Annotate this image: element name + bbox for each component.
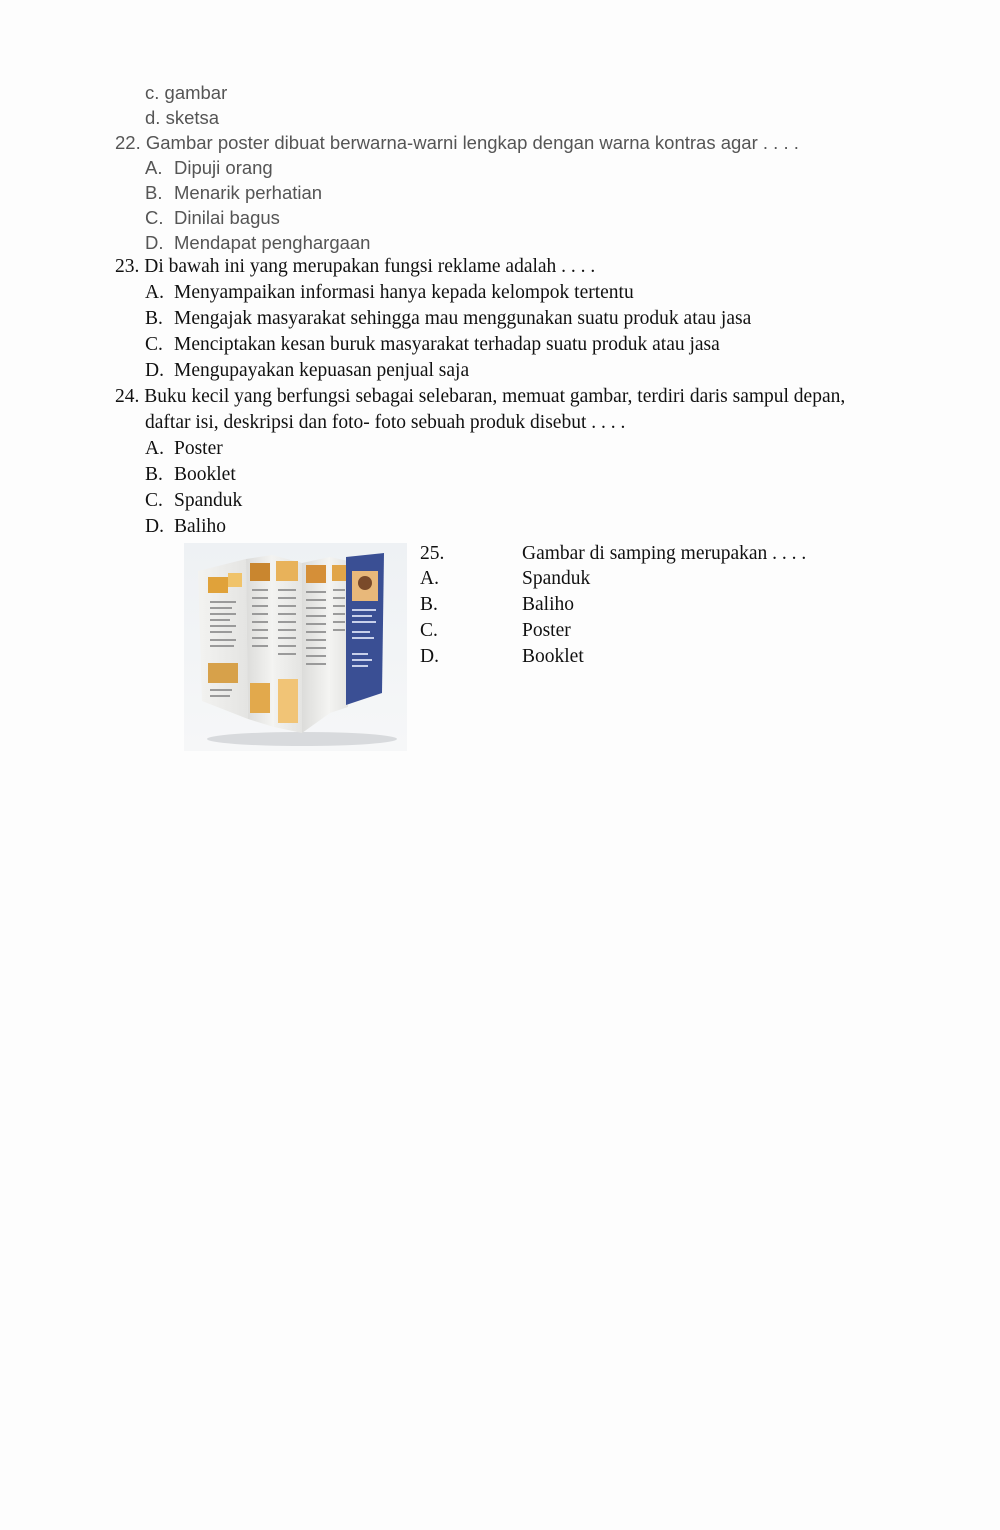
q24-question — [115, 386, 845, 408]
booklet-photo — [184, 543, 407, 751]
q22-question — [115, 132, 799, 154]
q25-option-d-text: Booklet — [522, 646, 584, 667]
q23-question — [115, 256, 595, 278]
q22-text: Gambar poster dibuat berwarna-warni lengkap dengan warna kontras agar . . . . — [145, 132, 799, 153]
q24-text-line2: daftar isi, deskripsi dan foto- foto sebuah produk disebut . . . . — [145, 412, 626, 433]
q22-number: 22. — [115, 132, 141, 153]
q24-option-d: D. Baliho — [145, 516, 226, 537]
q23-option-c: C. Menciptakan kesan buruk masyarakat terhadap suatu produk atau jasa — [145, 334, 720, 355]
q22-option-d: D. Mendapat penghargaan — [145, 232, 371, 253]
q25-number: 25. — [420, 543, 445, 564]
q21-option-c: c. gambar — [145, 82, 228, 103]
q23-option-d: D. Mengupayakan kepuasan penjual saja — [145, 360, 470, 381]
q22-option-b: B. Menarik perhatian — [145, 182, 323, 203]
q25-option-a-text: Spanduk — [522, 568, 591, 589]
q25-text: Gambar di samping merupakan . . . . — [522, 543, 807, 564]
q24-number: 24. — [115, 386, 140, 407]
q25-option-c-text: Poster — [522, 620, 571, 641]
q25-option-a-label: A. — [420, 568, 439, 589]
q23-text: Di bawah ini yang merupakan fungsi reklame adalah . . . . — [144, 256, 596, 277]
q23-option-a: A. Menyampaikan informasi hanya kepada kelompok tertentu — [145, 282, 634, 303]
q24-option-a: A. Poster — [145, 438, 223, 459]
q25-option-b-label: B. — [420, 594, 438, 615]
q25-option-d-label: D. — [420, 646, 439, 667]
q22-option-c: C. Dinilai bagus — [145, 207, 280, 228]
q23-option-b: B. Mengajak masyarakat sehingga mau menggunakan suatu produk atau jasa — [145, 308, 752, 329]
q25-option-b-text: Baliho — [522, 594, 574, 615]
q21-option-d: d. sketsa — [145, 107, 220, 128]
q24-text-line1: Buku kecil yang berfungsi sebagai selebaran, memuat gambar, terdiri daris sampul depan, — [144, 386, 846, 407]
q25-option-c-label: C. — [420, 620, 438, 641]
q24-option-c: C. Spanduk — [145, 490, 243, 511]
q23-number: 23. — [115, 256, 140, 277]
q24-option-b: B. Booklet — [145, 464, 236, 485]
q22-option-a: A. Dipuji orang — [145, 157, 273, 178]
